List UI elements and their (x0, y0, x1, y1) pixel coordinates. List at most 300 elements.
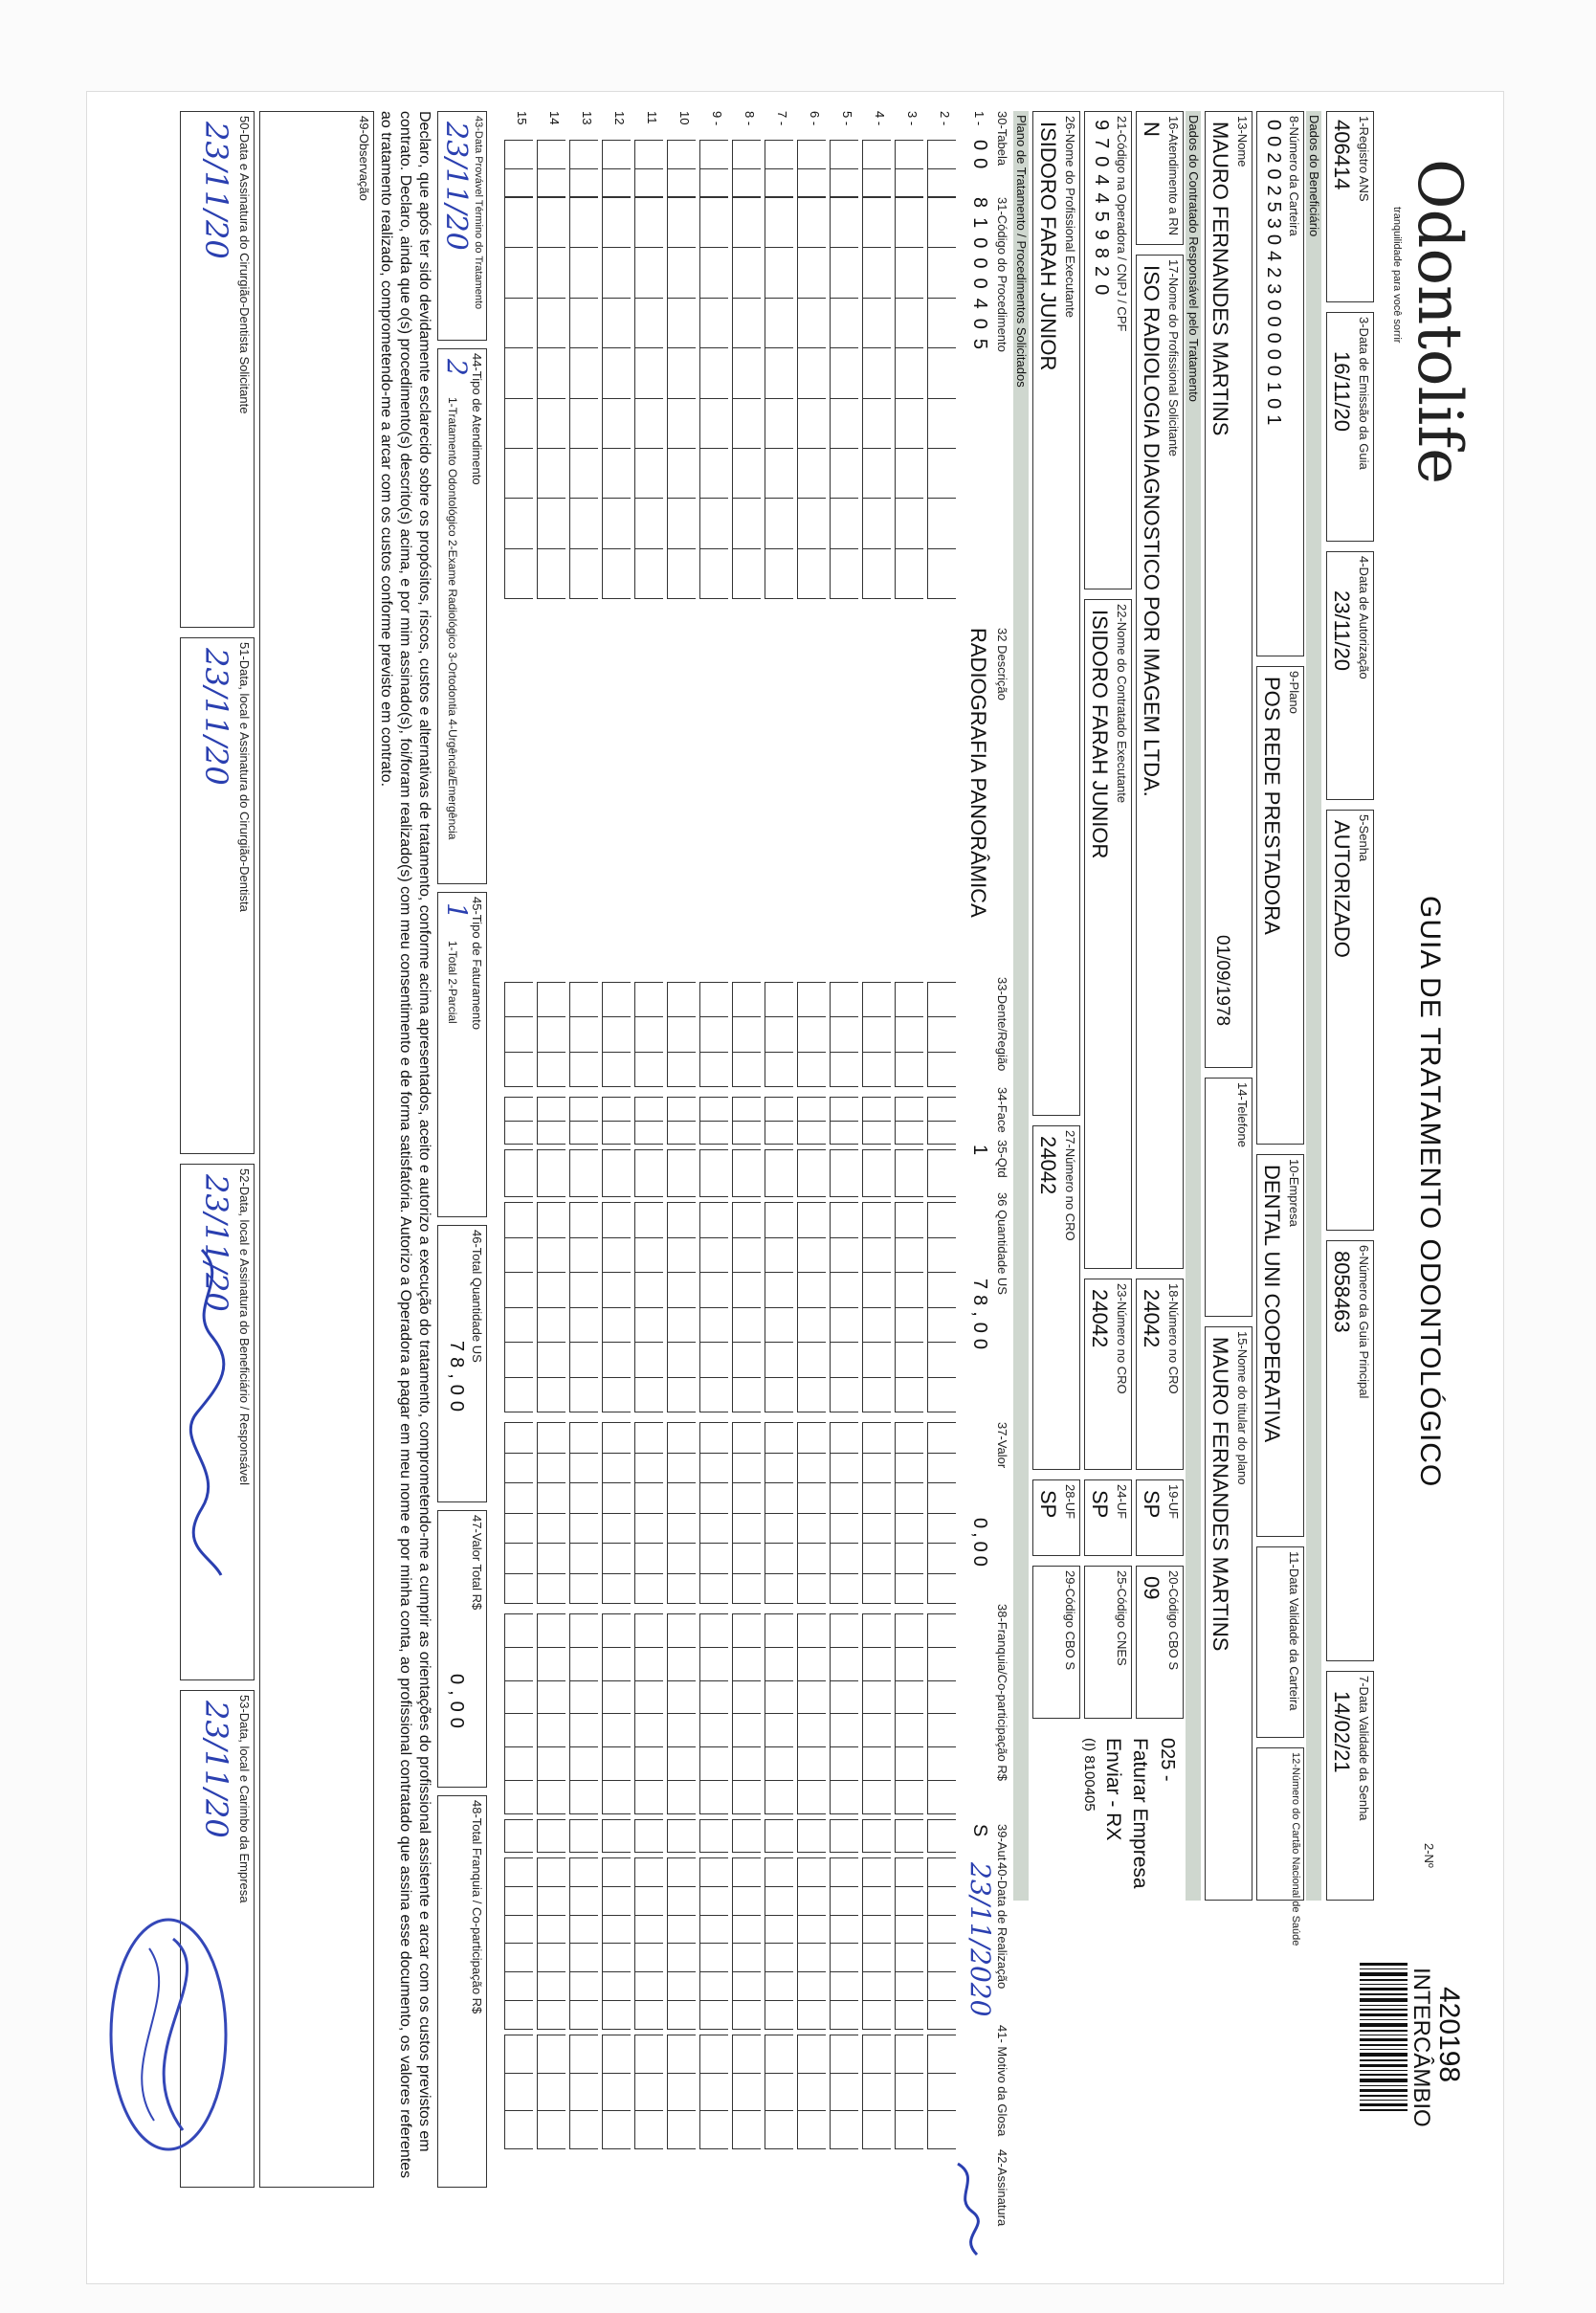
row-cell-group (895, 1857, 923, 2030)
guide-type: INTERCÂMBIO (1408, 1968, 1434, 2127)
row-cell-group (732, 1857, 761, 2030)
row-cell-group (634, 1097, 663, 1145)
col-32: 32 Descrição (995, 628, 1009, 701)
field-44 (437, 348, 487, 884)
col-36: 36 Quantidade US (995, 1192, 1009, 1295)
row-cell-group (602, 1422, 631, 1604)
field-50-label: 50-Data e Assinatura do Cirurgião-Dentista Solicitante (237, 116, 252, 414)
field-6 (1326, 1240, 1374, 1661)
row-cell-group (504, 1422, 533, 1604)
field-49-label: 49-Observação (357, 116, 371, 201)
col-39: 39-Aut (995, 1824, 1009, 1861)
company-stamp (97, 1910, 240, 2159)
row-cell-group (895, 1422, 923, 1604)
row-cell-group (732, 982, 761, 1087)
procedure-row-empty (502, 111, 535, 1767)
row-cell-group (895, 197, 923, 599)
field-50 (180, 111, 255, 628)
field-28 (1032, 1479, 1080, 1556)
row-cell-group (504, 982, 533, 1087)
row-cell-group (797, 197, 826, 599)
row-cell-group (699, 2035, 728, 2149)
field-4-label: 4-Data de Autorização (1357, 556, 1371, 679)
field-47-label: 47-Valor Total R$ (470, 1515, 484, 1611)
field-17-label: 17-Nome do Profissional Solicitante (1166, 259, 1181, 456)
row-cell-group (765, 1422, 793, 1604)
col-37: 37-Valor (995, 1422, 1009, 1469)
field-47-value: 0,00 (446, 1674, 467, 1734)
form-title: GUIA DE TRATAMENTO ODONTOLÓGICO (1414, 896, 1446, 1488)
note-enviar: Enviar - RX (1102, 1738, 1124, 1841)
row-cell-group (862, 197, 891, 599)
row-cell-group (765, 2035, 793, 2149)
field-16-label: 16-Atendimento a RN (1166, 116, 1181, 236)
section-plano: Plano de Tratamento / Procedimentos Solicitados (1013, 111, 1029, 1901)
row-number: 11 (645, 111, 659, 124)
row-cell-group (765, 1857, 793, 2030)
row-cell-group (667, 1819, 696, 1853)
row-cell-group (797, 982, 826, 1087)
row-number: 9 - (710, 111, 724, 126)
row-cell-group (895, 1202, 923, 1412)
col-30: 30-Tabela (995, 111, 1009, 167)
field-13 (1205, 111, 1252, 1068)
row-cell-group (699, 1422, 728, 1604)
procedure-row-empty (893, 111, 925, 1767)
row-cell-group (927, 1202, 956, 1412)
field-7-label: 7-Data Validade da Senha (1357, 1676, 1371, 1821)
row-cell-group (602, 1857, 631, 2030)
row-cell-group (862, 1422, 891, 1604)
field-28-label: 28-UF (1063, 1484, 1077, 1520)
row-cell-group (895, 1149, 923, 1197)
col-33: 33-Dente/Região (995, 977, 1009, 1072)
field-14 (1205, 1078, 1252, 1317)
row-cell-group (862, 1149, 891, 1197)
row-cell-group (830, 1613, 858, 1814)
field-11 (1256, 1546, 1304, 1738)
row-number: 12 (612, 111, 627, 125)
row-cell-group (862, 1097, 891, 1145)
field-12-label: 12-Número do Cartão Nacional de Saúde (1290, 1752, 1301, 1946)
logo-odontolife: Odontolife (1404, 159, 1474, 484)
field-16-value: N (1140, 122, 1164, 137)
row-cell-group (504, 1613, 533, 1814)
field-24-label: 24-UF (1115, 1484, 1129, 1520)
field-19-label: 19-UF (1166, 1484, 1181, 1520)
row-cell-group (634, 1819, 663, 1853)
field-21-value: 9704459820 (1091, 120, 1112, 303)
row-cell-group (765, 1149, 793, 1197)
field-27-value: 24042 (1036, 1136, 1060, 1195)
row-cell-group (797, 1202, 826, 1412)
field-11-label: 11-Data Validade da Carteira (1287, 1551, 1301, 1711)
row-cell-group (765, 140, 793, 197)
field-18-value: 24042 (1140, 1289, 1164, 1348)
row-cell-group (569, 1857, 598, 2030)
row-cell-group (732, 1097, 761, 1145)
field-45-value: 1 (441, 902, 473, 920)
field-4 (1326, 551, 1374, 800)
row-cell-group (504, 140, 533, 197)
field-8-label: 8-Número da Carteira (1287, 116, 1301, 236)
note-code: (I) 8100405 (1081, 1738, 1097, 1812)
row-cell-group (732, 1149, 761, 1197)
row-cell-group (504, 1097, 533, 1145)
field-1-label: 1-Registro ANS (1357, 116, 1371, 202)
row-cell-group (862, 140, 891, 197)
field-52-value: 23/11/20 (198, 1174, 234, 1312)
guide-number-label: 2-Nº (1422, 1843, 1436, 1868)
row-cell-group (732, 197, 761, 599)
field-22 (1084, 599, 1132, 1269)
field-1 (1326, 111, 1374, 302)
field-43-value: 23/11/20 (439, 122, 473, 251)
beneficiary-signature (183, 1240, 240, 1585)
field-26-label: 26-Nome do Profissional Executante (1063, 116, 1077, 319)
row-number: 14 (547, 111, 562, 125)
row-cell-group (797, 1149, 826, 1197)
row-cell-group (537, 197, 565, 599)
field-8 (1256, 111, 1304, 656)
row-cell-group (732, 1819, 761, 1853)
field-48-label: 48-Total Franquia / Co-participação R$ (470, 1800, 484, 2014)
field-45-label: 45-Tipo de Faturamento (470, 897, 484, 1030)
row-cell-group (732, 1422, 761, 1604)
row-1-descricao: RADIOGRAFIA PANORÂMICA (966, 628, 990, 918)
row-cell-group (797, 2035, 826, 2149)
row-cell-group (602, 1819, 631, 1853)
row-number: 10 (677, 111, 692, 125)
row-1-us: 78,00 (969, 1279, 990, 1356)
col-42: 42-Assinatura (995, 2149, 1009, 2227)
col-31: 31-Código do Procedimento (995, 197, 1009, 352)
row-cell-group (602, 1097, 631, 1145)
field-46 (437, 1225, 487, 1502)
field-20 (1136, 1566, 1184, 1719)
row-cell-group (699, 197, 728, 599)
procedure-row-empty (632, 111, 665, 1767)
col-40: 40-Data de Realização (995, 1862, 1009, 1990)
row-1-valor: 0,00 (969, 1518, 990, 1570)
field-7-value: 14/02/21 (1330, 1691, 1354, 1773)
field-18-label: 18-Número no CRO (1166, 1283, 1181, 1394)
row-cell-group (862, 1857, 891, 2030)
field-53-value: 23/11/20 (198, 1701, 234, 1838)
field-15 (1205, 1326, 1252, 1901)
field-27 (1032, 1125, 1080, 1470)
row-cell-group (830, 1202, 858, 1412)
row-cell-group (569, 1613, 598, 1814)
row-cell-group (569, 2035, 598, 2149)
row-cell-group (602, 140, 631, 197)
section-beneficiario: Dados do Beneficiário (1306, 111, 1321, 1901)
field-52-label: 52-Data, local e Assinatura do Beneficiário / Responsável (237, 1168, 252, 1485)
field-17 (1136, 255, 1184, 1269)
field-44-value: 2 (441, 359, 473, 376)
field-1-value: 406414 (1330, 120, 1354, 190)
row-number: 8 - (743, 111, 757, 126)
row-cell-group (927, 197, 956, 599)
row-cell-group (699, 1149, 728, 1197)
row-cell-group (537, 1819, 565, 1853)
row-1-data-realizacao: 23/11/2020 (964, 1862, 996, 2017)
row-cell-group (602, 982, 631, 1087)
field-13-value: MAURO FERNANDES MARTINS (1208, 122, 1232, 436)
row-cell-group (569, 140, 598, 197)
barcode (1360, 1963, 1408, 2114)
row-cell-group (537, 1613, 565, 1814)
row-1-qtd: 1 (969, 1145, 990, 1156)
field-47 (437, 1510, 487, 1788)
field-26-value: ISIDORO FARAH JUNIOR (1036, 122, 1060, 371)
field-29 (1032, 1566, 1080, 1719)
row-cell-group (699, 140, 728, 197)
field-25 (1084, 1566, 1132, 1719)
row-cell-group (927, 2035, 956, 2149)
field-23-value: 24042 (1088, 1289, 1112, 1348)
declaration-text: Declaro, que após ter sido devidamente esclarecido sobre os propósitos, riscos, custos e alternativas de tratamento, conforme acima apresentados, aceito e autorizo a execução do tratamento, comprometendo-me a cumprir as orientações do profissional assistente e arcar com os custos previstos em contrato. Declaro, ainda que o(s) procedimento(s) descrito(s) acima, e por mim assinado(s), foi/foram realizado(s) com meu consentimento e de forma satisfatória. Autorizo a Operadora a pagar em meu nome e por minha conta, ao profissional contratado que assina esse documento, os valores referentes ao tratamento realizado, comprometendo-me a arcar com os custos conforme previsto em contrato. (378, 111, 432, 2179)
field-6-value: 8058463 (1330, 1251, 1354, 1333)
row-cell-group (797, 140, 826, 197)
field-43 (437, 111, 487, 341)
field-22-label: 22-Nome do Contratado Executante (1115, 604, 1129, 804)
row-cell-group (862, 1613, 891, 1814)
procedure-row-empty (763, 111, 795, 1767)
row-cell-group (765, 1819, 793, 1853)
field-21-label: 21-Código na Operadora / CNPJ / CPF (1115, 116, 1129, 332)
field-23-label: 23-Número no CRO (1115, 1283, 1129, 1394)
col-35: 35-Qtd (995, 1140, 1009, 1178)
field-49 (259, 111, 374, 2188)
row-cell-group (862, 982, 891, 1087)
row-cell-group (634, 197, 663, 599)
field-13-date: 01/09/1978 (1212, 935, 1232, 1027)
field-7 (1326, 1671, 1374, 1901)
row-cell-group (732, 2035, 761, 2149)
row-cell-group (927, 1149, 956, 1197)
row-cell-group (537, 1149, 565, 1197)
row-cell-group (602, 1202, 631, 1412)
field-51-label: 51-Data, local e Assinatura do Cirurgião-Dentista (237, 642, 252, 912)
row-cell-group (504, 1819, 533, 1853)
field-24 (1084, 1479, 1132, 1556)
row-cell-group (667, 1149, 696, 1197)
field-12 (1256, 1747, 1304, 1946)
field-51-value: 23/11/20 (198, 648, 234, 786)
field-4-value: 23/11/20 (1330, 590, 1354, 672)
row-number: 6 - (808, 111, 822, 126)
row-number: 7 - (775, 111, 789, 126)
row-cell-group (569, 197, 598, 599)
field-28-value: SP (1036, 1490, 1060, 1519)
row-cell-group (895, 1819, 923, 1853)
procedure-row-empty (828, 111, 860, 1767)
row-1-signature (948, 2159, 986, 2264)
row-cell-group (602, 1149, 631, 1197)
row-cell-group (537, 1097, 565, 1145)
field-45 (437, 892, 487, 1217)
field-20-value: 09 (1140, 1576, 1164, 1600)
row-cell-group (699, 1097, 728, 1145)
row-number: 2 - (938, 111, 952, 126)
row-cell-group (504, 1857, 533, 2030)
row-cell-group (830, 1149, 858, 1197)
row-cell-group (699, 1819, 728, 1853)
field-44-options: 1-Tratamento Odontológico 2-Exame Radiológico 3-Ortodontia 4-Urgência/Emergência (446, 397, 459, 840)
field-3-label: 3-Data de Emissão da Guia (1357, 317, 1371, 470)
row-cell-group (830, 2035, 858, 2149)
row-cell-group (797, 1819, 826, 1853)
row-cell-group (699, 1202, 728, 1412)
row-cell-group (765, 1202, 793, 1412)
field-53-label: 53-Data, local e Carimbo da Empresa (237, 1695, 252, 1903)
row-cell-group (830, 982, 858, 1087)
row-cell-group (699, 982, 728, 1087)
row-cell-group (797, 1613, 826, 1814)
row-cell-group (602, 197, 631, 599)
row-cell-group (830, 1097, 858, 1145)
procedure-row-empty (567, 111, 600, 1767)
field-43-label: 43-Data Provável Término do Tratamento (473, 116, 484, 310)
row-cell-group (537, 1422, 565, 1604)
row-cell-group (569, 1819, 598, 1853)
row-cell-group (765, 1097, 793, 1145)
row-cell-group (504, 1149, 533, 1197)
row-cell-group (504, 197, 533, 599)
field-5-label: 5-Senha (1357, 814, 1371, 862)
row-cell-group (537, 140, 565, 197)
row-cell-group (927, 140, 956, 197)
row-cell-group (895, 982, 923, 1087)
field-16 (1136, 111, 1184, 245)
row-cell-group (862, 1819, 891, 1853)
row-cell-group (667, 1422, 696, 1604)
row-cell-group (765, 197, 793, 599)
field-18 (1136, 1279, 1184, 1470)
row-cell-group (667, 1613, 696, 1814)
field-9-value: POS REDE PRESTADORA (1260, 677, 1284, 935)
row-cell-group (927, 1422, 956, 1604)
field-6-label: 6-Número da Guia Principal (1357, 1245, 1371, 1399)
field-27-label: 27-Número no CRO (1063, 1130, 1077, 1241)
row-cell-group (537, 982, 565, 1087)
row-cell-group (634, 1857, 663, 2030)
field-51 (180, 637, 255, 1154)
row-cell-group (667, 2035, 696, 2149)
row-cell-group (765, 1613, 793, 1814)
procedure-row-empty (860, 111, 893, 1767)
field-29-label: 29-Código CBO S (1063, 1570, 1077, 1671)
note-faturar: Faturar Empresa (1129, 1738, 1151, 1889)
field-25-label: 25-Código CNES (1115, 1570, 1129, 1666)
procedure-row-empty (795, 111, 828, 1767)
field-46-label: 46-Total Quantidade US (470, 1230, 484, 1363)
procedure-row-empty (600, 111, 632, 1767)
row-number: 5 - (840, 111, 854, 126)
row-cell-group (634, 1613, 663, 1814)
row-cell-group (699, 1857, 728, 2030)
row-cell-group (895, 1613, 923, 1814)
row-cell-group (504, 1202, 533, 1412)
row-cell-group (830, 1819, 858, 1853)
row-cell-group (634, 982, 663, 1087)
field-19-value: SP (1140, 1490, 1164, 1519)
section-contratado: Dados do Contratado Responsável pelo Tratamento (1186, 111, 1201, 1901)
field-45-options: 1-Total 2-Parcial (446, 941, 459, 1024)
row-cell-group (797, 1857, 826, 2030)
row-cell-group (862, 2035, 891, 2149)
row-cell-group (830, 140, 858, 197)
row-cell-group (862, 1202, 891, 1412)
row-1-aut: S (969, 1824, 990, 1837)
row-cell-group (797, 1097, 826, 1145)
row-cell-group (732, 1613, 761, 1814)
field-48 (437, 1795, 487, 2188)
row-cell-group (732, 140, 761, 197)
field-3 (1326, 312, 1374, 542)
col-34: 34-Face (995, 1087, 1009, 1133)
row-cell-group (927, 1613, 956, 1814)
field-9-label: 9-Plano (1287, 671, 1301, 714)
procedure-row-empty (665, 111, 698, 1767)
field-14-label: 14-Telefone (1235, 1082, 1250, 1147)
row-cell-group (634, 1422, 663, 1604)
guide-number: 420198 (1433, 1987, 1465, 2083)
row-number: 3 - (905, 111, 920, 126)
row-cell-group (667, 1097, 696, 1145)
row-cell-group (797, 1422, 826, 1604)
form-landscape (87, 92, 1503, 2283)
row-cell-group (927, 982, 956, 1087)
field-10-value: DENTAL UNI COOPERATIVA (1260, 1165, 1284, 1443)
field-15-label: 15-Nome do titular do plano (1235, 1331, 1250, 1485)
row-cell-group (634, 1149, 663, 1197)
field-19 (1136, 1479, 1184, 1556)
cbo-extra: 025 - (1157, 1738, 1178, 1782)
row-cell-group (927, 1819, 956, 1853)
field-3-value: 16/11/20 (1330, 351, 1354, 433)
procedure-row-1 (960, 111, 996, 2017)
row-cell-group (667, 982, 696, 1087)
row-cell-group (667, 1202, 696, 1412)
row-cell-group (569, 1422, 598, 1604)
row-cell-group (667, 197, 696, 599)
row-number: 13 (580, 111, 594, 125)
row-cell-group (667, 1857, 696, 2030)
field-5 (1326, 810, 1374, 1231)
row-cell-group (537, 2035, 565, 2149)
row-cell-group (537, 1857, 565, 2030)
field-26 (1032, 111, 1080, 1116)
procedure-row-empty (535, 111, 567, 1767)
row-cell-group (895, 140, 923, 197)
row-cell-group (569, 1149, 598, 1197)
row-cell-group (895, 2035, 923, 2149)
row-cell-group (699, 1613, 728, 1814)
field-20-label: 20-Código CBO S (1166, 1570, 1181, 1671)
procedure-row-empty (925, 111, 958, 1767)
col-41: 41- Motivo da Glosa (995, 2025, 1009, 2137)
row-1-tabela: 00 (969, 140, 990, 177)
row-cell-group (667, 140, 696, 197)
field-13-label: 13-Nome (1235, 116, 1250, 167)
row-cell-group (569, 1097, 598, 1145)
procedure-row-empty (730, 111, 763, 1767)
row-cell-group (634, 2035, 663, 2149)
row-cell-group (895, 1097, 923, 1145)
field-17-value: ISO RADIOLOGIA DIAGNOSTICO POR IMAGEM LTDA. (1140, 265, 1164, 797)
